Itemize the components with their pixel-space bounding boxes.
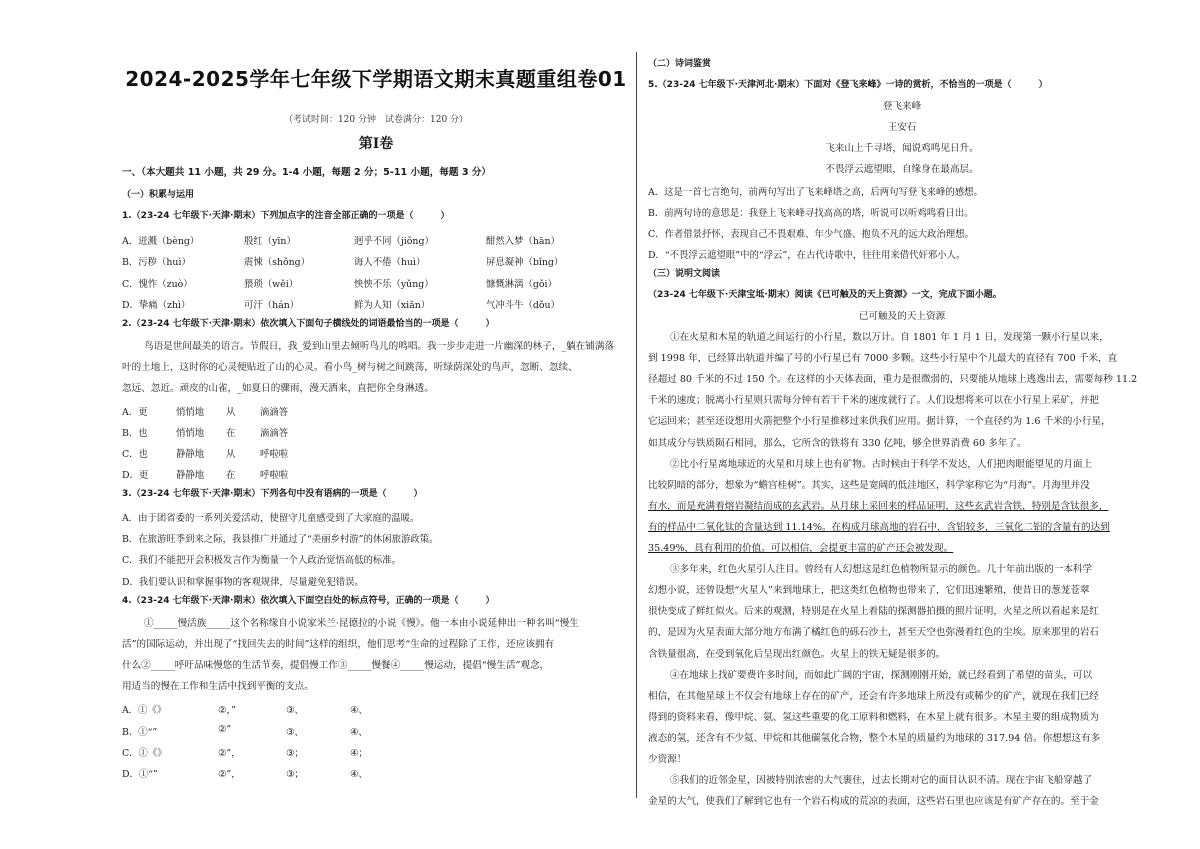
q4-c-2: ②”， (218, 748, 241, 759)
reading-line: ②比小行星离地球近的火星和月球上也有矿物。古时候由于科学不发达，人们把肉眼能望见的月面上 (670, 458, 1093, 470)
volume-heading: 第Ⅰ卷 (358, 136, 394, 152)
reading-line: ①在火星和木星的轨道之间运行的小行星，数以万计。自 1801 年 1 月 1 日，发现第一颗小行星以来， (670, 332, 1109, 343)
q2-d-1: D．更 (122, 470, 149, 481)
q1-a-4: 酣然入梦（hān） (486, 236, 560, 247)
q1-c-3: 怏怏不乐（yǔng） (354, 279, 434, 290)
q1-stem: 1.（23-24 七年级下·天津·期末）下列加点字的注音全部正确的一项是（ ） (122, 211, 450, 221)
poem-line: 不畏浮云遮望眼，自缘身在最高层。 (825, 164, 979, 175)
q4-b-2: ②” (218, 724, 232, 735)
q2-a-2: 悄悄地 (176, 407, 205, 418)
reading-line: 少资源！ (648, 754, 687, 765)
q1-b-3: 诲人不倦（huì） (354, 257, 426, 268)
q2-passage-line: 叶的土地上，这时你的心灵便贴近了山的心灵。看小鸟_树与树之间跳荡，听绿荫深处的鸟声，忽断、忽续、 (122, 362, 578, 373)
reading-line: 千米的速度；脱离小行星则只需每分钟有若干千米的速度就行了。人们设想将来可以在小行星上采矿，并把 (648, 395, 1099, 407)
reading-line: 相信，在其他星球上不仅会有地球上存在的矿产，还会有许多地球上所没有或稀少的矿产，就现在我们已经 (648, 690, 1099, 702)
q1-a-1: A．迸溅（bèng） (122, 236, 200, 247)
q1-d-1: D．挚痛（zhì） (122, 300, 191, 311)
q1-c-4: 慷慨淋漓（gǒi） (486, 279, 557, 290)
q1-d-4: 气冲斗牛（dǒu） (486, 300, 560, 311)
q3-option-c[interactable]: C．我们不能把开会积极发言作为衡量一个人政治觉悟高低的标准。 (122, 555, 402, 566)
q1-b-4: 屏息凝神（bǐng） (486, 257, 564, 268)
q1-a-3: 迥乎不同（jiǒng） (354, 236, 434, 247)
reading-line: 到 1998 年，已经算出轨道并编了号的小行星已有 7000 多颗。这些小行星中个儿最大的直径有 700 千米，直 (648, 353, 1118, 365)
q2-d-3: 在 (226, 470, 236, 481)
q2-b-4: 滴滴答 (260, 428, 289, 439)
q1-c-2: 猥琐（wěi） (244, 279, 299, 290)
exam-info: （考试时间：120 分钟 试卷满分：120 分） (283, 115, 469, 125)
q1-d-3: 鲜为人知（xiǎn） (354, 300, 431, 311)
reading-line: 有的样品中二氧化钛的含量达到 11.14%。在构成月球高地的岩石中，含铝较多，三氧化二铝的含量有的达到 (648, 521, 1110, 533)
q4-passage-line: ①_____慢活族_____这个名称缘自小说家米兰·昆德拉的小说《慢》。他一本由小说延伸出一种名叫“慢生 (144, 618, 579, 629)
reading-line: 如其成分与铁质陨石相同，那么，它所含的铁将有 330 亿吨，够全世界消费 60 多年了。 (648, 437, 1027, 449)
q3-option-b[interactable]: B．在旅游旺季到来之际，我县推广并通过了“美丽乡村游”的休闲旅游政策。 (122, 534, 439, 545)
q4-c-1: C．①《》 (122, 748, 167, 759)
q2-passage-line: 忽远、忽近。顽皮的山雀，_如夏日的骤雨，漫天洒来，直把你全身淋透。 (122, 383, 434, 394)
q2-b-2: 悄悄地 (176, 428, 205, 439)
reading-line: 液态的氢，还含有不少氦、甲烷和其他碳氢化合物，整个木星的质量约为地球的 317.94 倍。你想想这有多 (648, 732, 1101, 744)
q4-d-1: D．①“” (122, 769, 158, 780)
reading-title: 已可触及的天上资源 (858, 311, 946, 322)
part1-header: 一、（本大题共 11 小题，共 29 分。1-4 小题，每题 2 分；5-11 小题，每题 3 分） (122, 167, 492, 178)
reading-line: 有水，而是充满着熔岩凝结而成的玄武岩。从月球上采回来的样品证明，这些玄武岩含铁，特别是含钛很多， (648, 500, 1109, 512)
q4-c-3: ③； (286, 748, 304, 759)
q4-b-1: B．①“” (122, 727, 158, 738)
reading-line: 的，是因为火星表面大部分地方布满了橘红色的砾石沙土，甚至天空也弥漫着红色的尘埃。原来那里的岩石 (648, 627, 1099, 639)
q2-c-4: 呼啦啦 (260, 449, 289, 460)
reading-line: 很快变成了鲜红似火。后来的观测，特别是在火星上着陆的探测器拍摄的照片证明，火星之所以看起来是红 (648, 606, 1099, 618)
q2-d-2: 静静地 (176, 470, 205, 481)
poem-title: 登飞来峰 (882, 101, 922, 112)
q3-option-a[interactable]: A．由于团省委的一系列关爱活动，使留守儿童感受到了大家庭的温暖。 (122, 513, 420, 524)
q2-a-4: 滴滴答 (260, 407, 289, 418)
reading-line: 金星的大气，使我们了解到它也有一个岩石构成的荒凉的表面，这些岩石里也应该是有矿产存在的。至于金 (648, 796, 1099, 808)
q5-option-d[interactable]: D．“不畏浮云遮望眼”中的“浮云”，在古代诗歌中，往往用来借代奸邪小人。 (648, 250, 966, 261)
q5-option-a[interactable]: A．这是一首七言绝句，前两句写出了飞来峰塔之高，后两句写登飞来峰的感想。 (648, 187, 983, 198)
q2-c-2: 静静地 (176, 449, 205, 460)
q2-b-1: B．也 (122, 428, 148, 439)
q4-d-4: ④、 (350, 769, 368, 780)
q4-b-4: ④、 (350, 727, 368, 738)
q4-c-4: ④； (350, 748, 368, 759)
q2-a-3: 从 (226, 407, 236, 418)
q2-c-3: 从 (226, 449, 236, 460)
section-poetry: （二）诗词鉴赏 (648, 59, 712, 69)
exam-title: 2024-2025学年七年级下学期语文期末真题重组卷01 (125, 67, 627, 91)
reading-line: ④在地球上找矿要费许多时间，而如此广阔的宇宙，探测刚刚开始，就已经看到了希望的苗头，可以 (670, 669, 1093, 681)
q4-d-2: ②”， (218, 769, 241, 780)
q4-a-3: ③、 (286, 705, 304, 716)
section-accumulation: （一）积累与运用 (122, 190, 195, 200)
reading-line: ③多年来，红色火星引人注目。曾经有人幻想这是红色植物所显示的颜色。几十年前出版的一本科学 (670, 564, 1093, 576)
reading-line: 得到的资料来看，像甲烷、氨、氢这些重要的化工原料和燃料，在木星上就有很多。木星主要的组成物质为 (648, 711, 1099, 723)
reading-line: 含铁量很高，在受到氧化后呈现出红颜色。火星上的铁无疑是很多的。 (648, 648, 946, 660)
q5-stem: 5.（23-24 七年级下·天津河北·期末）下面对《登飞来峰》一诗的赏析，不恰当的一项是（ ） (648, 80, 1048, 90)
reading-line: 35.49%，具有利用的价值。可以相信，会提更丰富的矿产还会被发现。 (648, 543, 954, 554)
q2-a-1: A．更 (122, 407, 148, 418)
q2-d-4: 呼啦啦 (260, 470, 289, 481)
poem-line: 飞来山上千寻塔，闻说鸡鸣见日升。 (825, 143, 979, 154)
reading-stem: （23-24 七年级下·天津宝坻·期末）阅读《已可触及的天上资源》一文，完成下面小题。 (648, 290, 1002, 300)
column-divider (636, 52, 637, 798)
q1-a-2: 殷红（yīn） (244, 236, 296, 247)
q4-a-1: A．①《》 (122, 705, 167, 716)
poem-author: 王安石 (887, 122, 917, 133)
reading-line: 径超过 80 千米的不过 150 个。在这样的小天体表面，重力是很微弱的，只要能从地球上逃逸出去，需要每秒 11.2 (648, 374, 1138, 386)
q1-b-1: B．污秽（huì） (122, 257, 191, 268)
q4-a-2: ②，” (218, 705, 236, 716)
reading-line: 它运回来；甚至还设想用火箭把整个小行星推移过来供我们应用。据计算，一个直径约为 1.6 千米的小行星， (648, 416, 1111, 428)
q4-d-3: ③； (286, 769, 304, 780)
q2-b-3: 在 (226, 428, 236, 439)
q5-option-c[interactable]: C．作者借景抒怀，表现自己不畏艰难、年少气盛、抱负不凡的远大政治理想。 (648, 229, 974, 240)
q1-d-2: 可汗（hán） (244, 300, 300, 311)
reading-line: 比较阴暗的部分，想象为“蟾宫桂树”。其实，这些是宽阔的低洼地区，科学家称它为“月海”。月海里并没 (648, 479, 1090, 491)
q2-passage-line: 鸟语是世间最美的语言。节假日，我_爱到山里去倾听鸟儿的鸣唱。我一步步走进一片幽深的林子，_躺在铺满落 (144, 341, 615, 352)
q4-passage-line: 什么②_____呼吁品味慢悠的生活节奏，提倡慢工作③_____慢餐④_____慢运动，提倡“慢生活”观念， (122, 660, 550, 671)
q5-option-b[interactable]: B．前两句诗的意思是：我登上飞来峰寻找高高的塔，听说可以听鸡鸣看日出。 (648, 208, 974, 219)
q3-stem: 3.（23-24 七年级下·天津·期末）下列各句中没有语病的一项是（ ） (122, 489, 423, 499)
reading-line: 幻想小说，还曾设想“火星人”来到地球上，把这类红色植物也带来了，它们迅速繁殖，使昔日的葱茏苍翠 (648, 585, 1090, 597)
q4-a-4: ④、 (350, 705, 368, 716)
section-expository: （三）说明文阅读 (648, 269, 721, 279)
q3-option-d[interactable]: D．我们要认识和掌握事物的客观规律，尽量避免犯错误。 (122, 577, 364, 588)
q1-b-2: 震悚（shǒng） (244, 257, 311, 268)
q4-b-3: ③、 (286, 727, 304, 738)
reading-line: ⑤我们的近邻金星，因被特别浓密的大气裹住，过去长期对它的面目认识不清。现在宇宙飞船穿越了 (670, 775, 1093, 787)
q2-stem: 2.（23-24 七年级下·天津·期末）依次填入下面句子横线处的词语最恰当的一项是（ ） (122, 319, 495, 329)
q1-c-1: C．愧怍（zuò） (122, 279, 193, 290)
q2-c-1: C．也 (122, 449, 148, 460)
q4-stem: 4.（23-24 七年级下·天津·期末）依次填入下面空白处的标点符号，正确的一项是（ ） (122, 596, 495, 606)
q4-passage-line: 用适当的慢在工作和生活中找到平衡的支点。 (122, 681, 314, 692)
q4-passage-line: 活”的国际运动，并出现了“找回失去的时间”这样的组织，他们思考“生命的过程除了工作，还应该拥有 (122, 639, 555, 650)
